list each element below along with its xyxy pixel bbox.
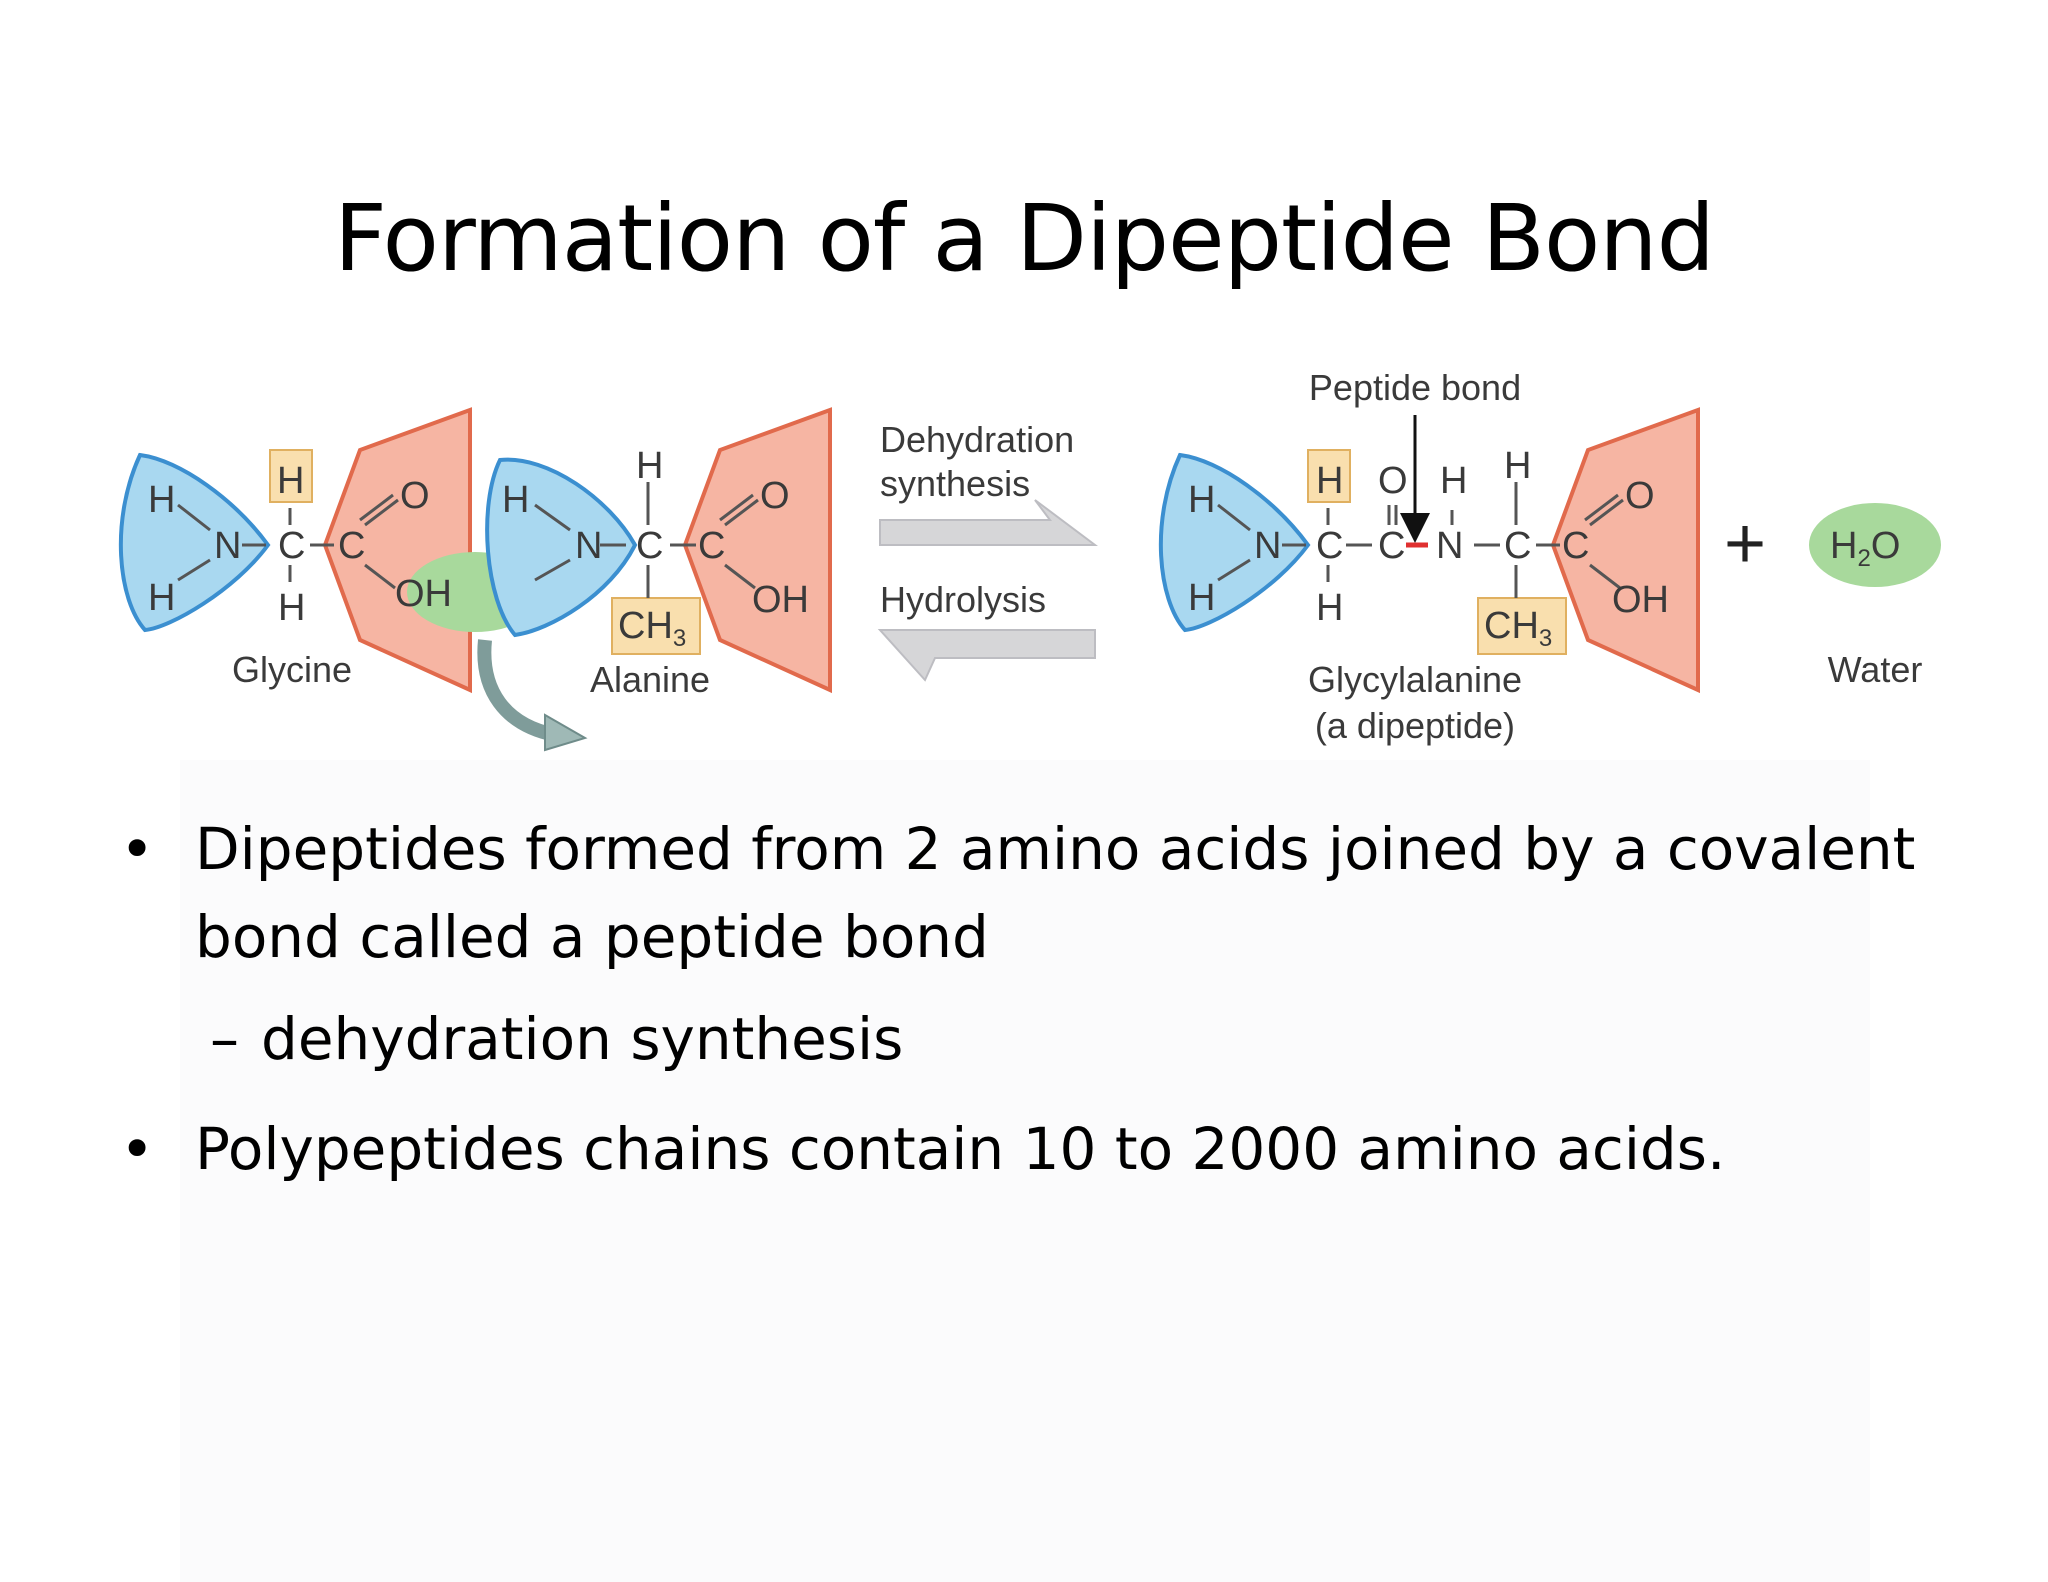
atom: O [1378,460,1408,502]
bullet-text: Polypeptides chains contain 10 to 2000 amino acids. [195,1115,1726,1183]
bullet-text-line2: bond called a peptide bond [195,903,989,971]
atom: H [277,460,305,502]
bullet-item [120,805,1970,981]
bullet-marker: • [120,815,155,883]
atom: O [760,475,790,517]
forward-label-line2: synthesis [880,463,1031,504]
atom: $CH_3$ [618,605,687,652]
dipeptide-amine-group [1161,455,1308,630]
atom: H [1440,460,1468,502]
glycine-label: Glycine [231,649,353,690]
plus-sign: + [1723,504,1767,584]
alanine-molecule [487,410,830,700]
forward-arrow [880,500,1095,545]
product-label-line2: (a dipeptide) [1314,705,1516,746]
atom: N [1436,525,1464,567]
atom: OH [1612,579,1669,621]
atom: H [1188,577,1216,619]
reverse-label: Hydrolysis [880,579,1047,620]
atom: C [1378,525,1406,567]
alanine-label: Alanine [589,659,711,700]
atom: C [278,525,306,567]
atom: H [502,479,530,521]
atom: N [575,525,603,567]
atom: H [636,445,664,487]
slide-title: Formation of a Dipeptide Bond [334,185,1714,292]
atom: O [400,475,430,517]
atom: H [278,587,306,629]
water-label: Water [1827,649,1923,690]
glycylalanine-molecule [1161,367,1698,746]
reverse-arrow [880,630,1095,680]
atom: H [1188,479,1216,521]
atom: H [1316,587,1344,629]
atom: OH [752,579,809,621]
peptide-bond-label: Peptide bond [1308,367,1522,408]
atom: H [1316,460,1344,502]
atom: $CH_3$ [1484,605,1553,652]
bullet-list [120,805,1970,1193]
atom: N [214,525,242,567]
atom: H [148,577,176,619]
atom: C [698,525,726,567]
sub-bullet-text: dehydration synthesis [261,1005,904,1073]
water-molecule [1809,503,1941,690]
atom: C [338,525,366,567]
bullet-item [120,1105,1970,1193]
atom: OH [395,573,452,615]
product-label-line1: Glycylalanine [1307,659,1523,700]
atom: C [1504,525,1532,567]
atom: C [1562,525,1590,567]
atom: O [1625,475,1655,517]
atom: H [1504,445,1532,487]
bullet-text-line1: Dipeptides formed from 2 amino acids joined by a covalent [195,815,1916,883]
forward-label-line1: Dehydration [880,419,1075,460]
atom: $H_2O$ [1830,525,1901,572]
atom: H [148,479,176,521]
sub-bullet-marker: – [210,1005,239,1073]
bullet-marker: • [120,1115,155,1183]
atom: C [1316,525,1344,567]
reaction-arrows [880,419,1095,680]
glycine-amine-group [121,455,268,630]
atom: C [636,525,664,567]
sub-bullet-item [120,995,1970,1083]
atom: N [1254,525,1282,567]
